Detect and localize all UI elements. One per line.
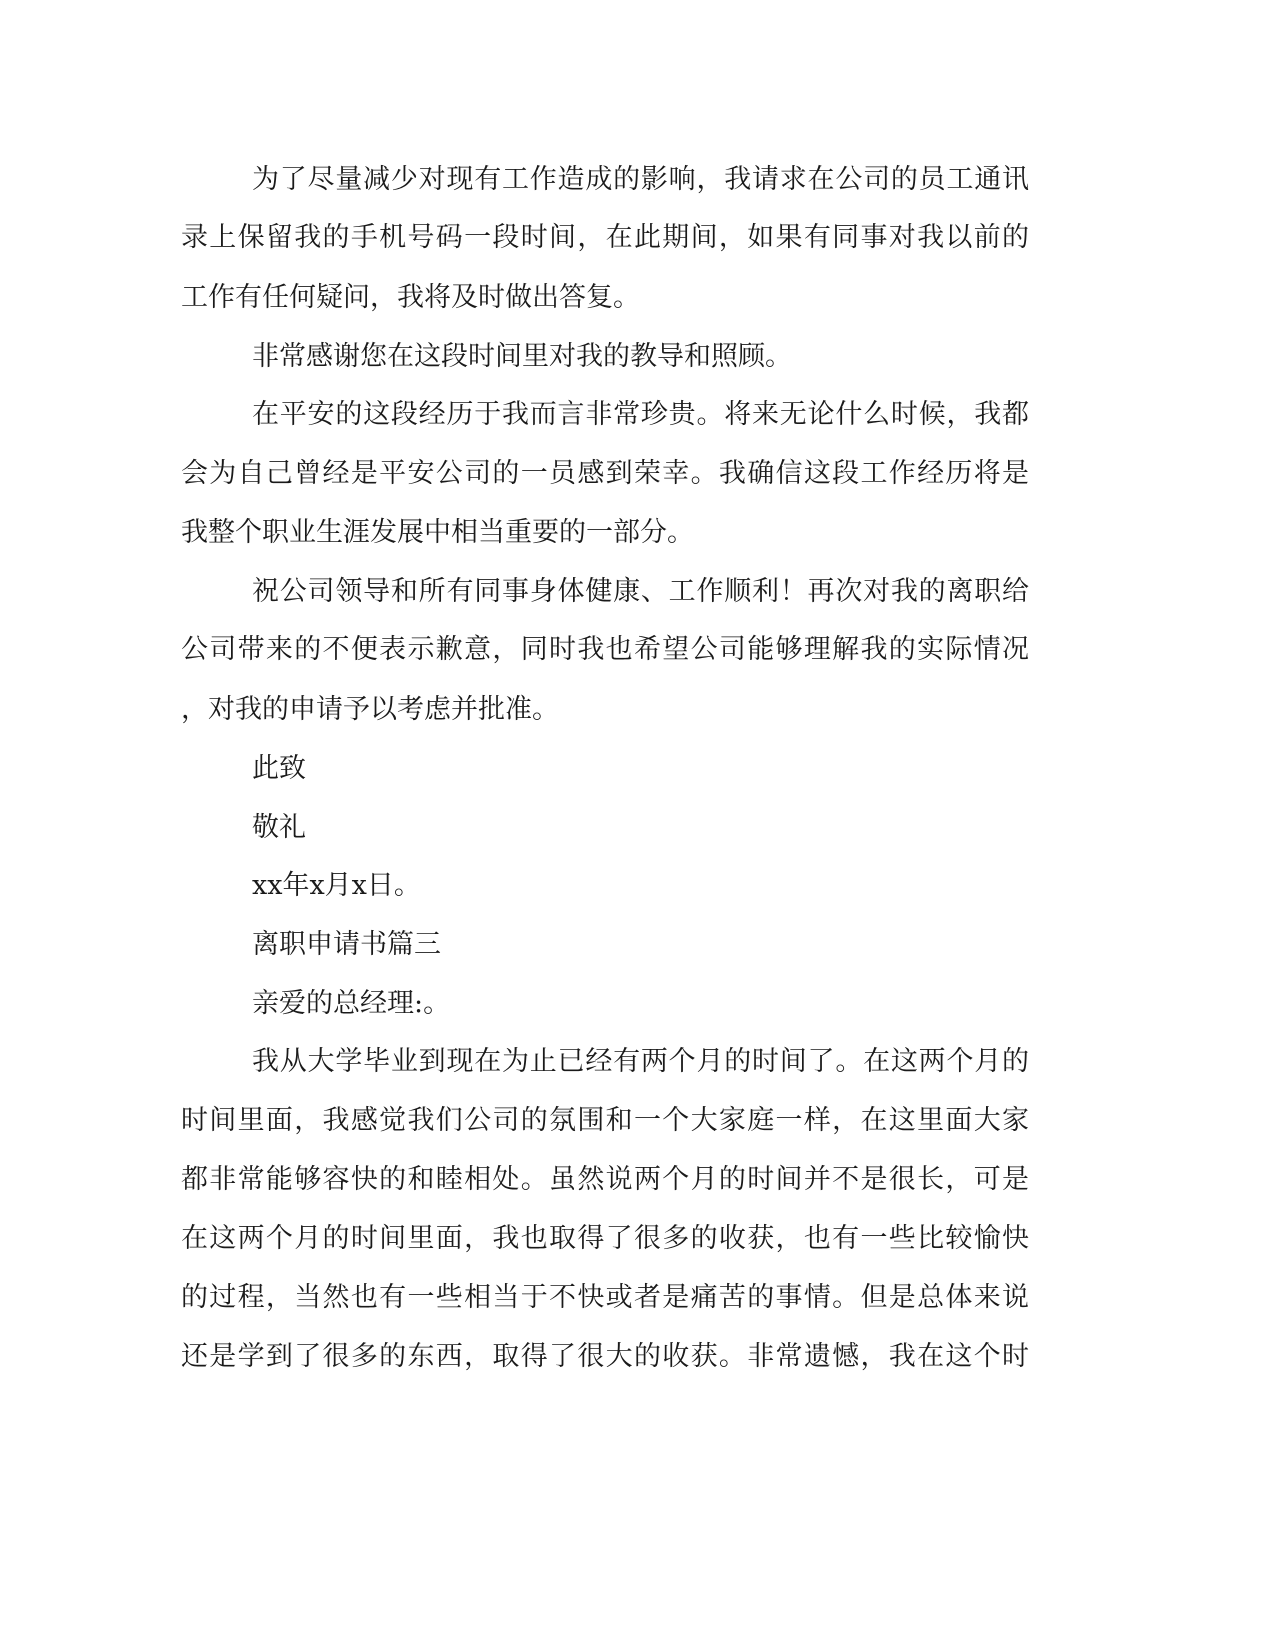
- text-line: 的过程，当然也有一些相当于不快或者是痛苦的事情。但是总体来说: [181, 1282, 1029, 1313]
- closing-salutation: 此致: [252, 753, 306, 784]
- section-heading: 离职申请书篇三: [252, 929, 441, 960]
- closing-regards: 敬礼: [252, 812, 306, 843]
- text-line: 工作有任何疑问，我将及时做出答复。: [181, 282, 640, 313]
- text-line: 还是学到了很多的东西，取得了很大的收获。非常遗憾，我在这个时: [181, 1341, 1029, 1372]
- text-line: 录上保留我的手机号码一段时间，在此期间，如果有同事对我以前的: [181, 222, 1029, 253]
- text-line: 在这两个月的时间里面，我也取得了很多的收获，也有一些比较愉快: [181, 1223, 1029, 1254]
- text-line: 会为自己曾经是平安公司的一员感到荣幸。我确信这段工作经历将是: [181, 458, 1029, 489]
- text-line: 都非常能够容快的和睦相处。虽然说两个月的时间并不是很长，可是: [181, 1164, 1029, 1195]
- text-line: 非常感谢您在这段时间里对我的教导和照顾。: [252, 341, 792, 372]
- text-line: 公司带来的不便表示歉意，同时我也希望公司能够理解我的实际情况: [181, 634, 1029, 665]
- greeting-line: 亲爱的总经理:。: [252, 988, 451, 1019]
- date-line: xx年x月x日。: [252, 870, 421, 901]
- text-line: 祝公司领导和所有同事身体健康、工作顺利！再次对我的离职给: [252, 576, 1029, 607]
- text-line: 时间里面，我感觉我们公司的氛围和一个大家庭一样，在这里面大家: [181, 1105, 1029, 1136]
- text-line: 我从大学毕业到现在为止已经有两个月的时间了。在这两个月的: [252, 1046, 1029, 1077]
- text-line: 为了尽量减少对现有工作造成的影响，我请求在公司的员工通讯: [252, 164, 1029, 195]
- text-line: 在平安的这段经历于我而言非常珍贵。将来无论什么时候，我都: [252, 399, 1029, 430]
- text-line: 我整个职业生涯发展中相当重要的一部分。: [181, 517, 694, 548]
- text-line: ，对我的申请予以考虑并批准。: [181, 694, 559, 725]
